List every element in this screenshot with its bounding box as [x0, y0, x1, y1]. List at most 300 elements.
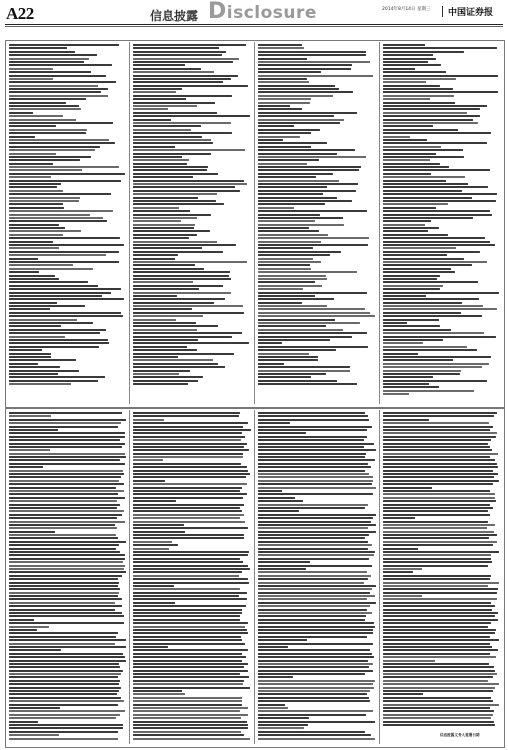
text-line	[258, 490, 282, 492]
text-line	[133, 271, 230, 273]
text-line	[133, 292, 231, 294]
text-line	[383, 159, 430, 161]
text-line	[383, 649, 498, 651]
text-line	[133, 422, 248, 424]
text-line	[9, 380, 98, 382]
text-line	[258, 383, 357, 385]
text-line	[9, 305, 85, 307]
text-line	[9, 190, 63, 192]
text-line	[9, 268, 93, 270]
text-line	[383, 342, 423, 344]
text-line	[9, 366, 60, 368]
text-line	[258, 666, 369, 668]
text-line	[383, 190, 462, 192]
text-line	[133, 656, 246, 658]
text-line	[258, 370, 350, 372]
text-line	[383, 71, 446, 73]
text-line	[9, 632, 118, 634]
text-line	[383, 47, 497, 49]
text-line	[258, 459, 375, 461]
text-line	[9, 439, 120, 441]
text-line	[133, 592, 247, 594]
text-line	[258, 58, 307, 60]
text-line	[383, 353, 418, 355]
text-line	[9, 629, 37, 631]
text-line	[9, 419, 126, 421]
text-line	[383, 676, 493, 678]
text-line	[9, 88, 108, 90]
text-line	[258, 91, 353, 93]
text-line	[133, 524, 184, 526]
text-line	[258, 727, 304, 729]
text-line	[383, 186, 488, 188]
text-line	[9, 626, 49, 628]
text-line	[258, 156, 366, 158]
text-line	[9, 146, 100, 148]
text-line	[383, 443, 488, 445]
text-line	[133, 75, 238, 77]
text-line	[133, 44, 246, 46]
text-line	[383, 541, 497, 543]
text-line	[258, 71, 321, 73]
text-line	[383, 463, 497, 465]
text-line	[383, 166, 449, 168]
text-line	[9, 731, 118, 733]
text-line	[383, 470, 493, 472]
text-line	[133, 666, 244, 668]
text-line	[383, 514, 490, 516]
text-line	[9, 443, 125, 445]
text-line	[133, 159, 189, 161]
text-line	[383, 622, 491, 624]
text-line	[383, 561, 492, 563]
text-line	[133, 197, 198, 199]
text-line	[133, 476, 246, 478]
text-line	[133, 690, 182, 692]
text-line	[9, 609, 115, 611]
text-line	[133, 359, 213, 361]
text-line	[133, 453, 243, 455]
text-line	[383, 544, 493, 546]
text-line	[383, 247, 456, 249]
text-line	[258, 426, 372, 428]
text-line	[383, 639, 499, 641]
text-line	[133, 132, 232, 134]
text-line	[258, 738, 375, 740]
text-line	[383, 275, 440, 277]
text-line	[383, 44, 425, 46]
text-line	[133, 370, 190, 372]
text-line	[258, 629, 373, 631]
text-line	[9, 75, 106, 77]
text-line	[383, 91, 498, 93]
text-line	[9, 524, 115, 526]
text-line	[9, 346, 99, 348]
text-line	[383, 268, 451, 270]
text-line	[258, 271, 357, 273]
text-line	[9, 258, 38, 260]
text-line	[9, 639, 126, 641]
text-line	[258, 295, 315, 297]
text-line	[133, 319, 176, 321]
text-line	[133, 166, 208, 168]
text-line	[9, 575, 122, 577]
text-line	[133, 595, 239, 597]
text-line	[258, 214, 320, 216]
text-line	[133, 568, 250, 570]
text-line	[258, 288, 303, 290]
text-line	[258, 561, 310, 563]
text-line	[383, 700, 493, 702]
text-line	[9, 98, 86, 100]
text-line	[9, 61, 84, 63]
text-line	[383, 493, 495, 495]
text-line	[383, 683, 499, 685]
text-line	[133, 473, 250, 475]
text-line	[133, 676, 249, 678]
text-line	[9, 230, 81, 232]
text-line	[133, 527, 248, 529]
text-line	[383, 258, 464, 260]
text-line	[258, 646, 288, 648]
upper-column-divider-2	[254, 42, 255, 404]
text-line	[383, 203, 448, 205]
text-line	[258, 524, 376, 526]
text-line	[383, 264, 472, 266]
text-line	[133, 456, 243, 458]
text-line	[9, 214, 90, 216]
text-line	[133, 339, 198, 341]
text-line	[258, 159, 319, 161]
text-line	[383, 214, 492, 216]
text-line	[383, 312, 461, 314]
text-line	[133, 346, 187, 348]
issue-date: 2014年8月14日 星期三	[382, 7, 431, 12]
text-line	[258, 453, 366, 455]
text-line	[258, 649, 370, 651]
text-line	[133, 146, 175, 148]
text-line	[383, 366, 482, 368]
text-line	[9, 670, 123, 672]
text-line	[383, 163, 440, 165]
text-line	[258, 571, 367, 573]
text-line	[9, 558, 125, 560]
text-line	[133, 156, 182, 158]
text-line	[258, 443, 374, 445]
text-line	[133, 115, 250, 117]
text-line	[9, 541, 126, 543]
text-line	[9, 244, 124, 246]
text-line	[383, 51, 464, 53]
text-line	[133, 298, 225, 300]
text-line	[258, 373, 326, 375]
text-line	[383, 588, 498, 590]
text-line	[9, 643, 115, 645]
text-line	[133, 548, 169, 550]
text-line	[383, 356, 491, 358]
text-line	[383, 670, 495, 672]
text-line	[258, 653, 372, 655]
text-line	[258, 578, 368, 580]
text-line	[258, 602, 376, 604]
lower-column-2	[133, 412, 251, 744]
text-line	[9, 463, 125, 465]
text-line	[133, 582, 249, 584]
text-line	[133, 183, 247, 185]
text-line	[9, 571, 126, 573]
text-line	[258, 632, 373, 634]
text-line	[9, 203, 63, 205]
text-line	[9, 376, 105, 378]
text-line	[9, 497, 125, 499]
upper-column-4	[383, 44, 499, 399]
text-line	[9, 85, 98, 87]
text-line	[258, 98, 311, 100]
text-line	[258, 622, 374, 624]
text-line	[9, 237, 120, 239]
text-line	[258, 142, 327, 144]
text-line	[133, 95, 232, 97]
text-line	[9, 426, 118, 428]
text-line	[9, 325, 61, 327]
text-line	[9, 514, 122, 516]
text-line	[383, 415, 494, 417]
text-line	[258, 356, 318, 358]
text-line	[9, 680, 120, 682]
text-line	[9, 112, 33, 114]
text-line	[258, 432, 306, 434]
text-line	[133, 693, 185, 695]
text-line	[258, 268, 311, 270]
text-line	[133, 186, 235, 188]
text-line	[9, 466, 43, 468]
text-line	[383, 473, 498, 475]
text-line	[258, 105, 290, 107]
text-line	[133, 643, 245, 645]
text-line	[383, 548, 418, 550]
text-line	[383, 422, 489, 424]
text-line	[258, 68, 351, 70]
text-line	[258, 153, 337, 155]
text-line	[9, 636, 116, 638]
text-line	[133, 169, 207, 171]
text-line	[9, 717, 116, 719]
text-line	[133, 153, 211, 155]
text-line	[383, 200, 496, 202]
text-line	[383, 551, 499, 553]
text-line	[9, 734, 59, 736]
text-line	[133, 258, 175, 260]
text-line	[9, 663, 119, 665]
text-line	[9, 153, 56, 155]
text-line	[133, 380, 198, 382]
text-line	[133, 432, 242, 434]
text-line	[133, 673, 240, 675]
text-line	[383, 578, 490, 580]
text-line	[133, 700, 242, 702]
text-line	[9, 183, 61, 185]
text-line	[9, 339, 108, 341]
text-line	[133, 439, 241, 441]
text-line	[9, 412, 122, 414]
text-line	[383, 717, 491, 719]
signature-note: 信息披露义务人签署日期	[440, 733, 480, 737]
text-line	[133, 315, 203, 317]
lower-column-divider-1	[129, 410, 130, 744]
text-line	[9, 544, 119, 546]
text-line	[9, 356, 51, 358]
text-line	[9, 47, 67, 49]
text-line	[9, 156, 91, 158]
text-line	[258, 724, 308, 726]
text-line	[133, 497, 243, 499]
text-line	[9, 619, 34, 621]
text-line	[133, 507, 240, 509]
text-line	[383, 436, 496, 438]
text-line	[9, 200, 79, 202]
text-line	[133, 578, 248, 580]
text-line	[258, 166, 361, 168]
text-line	[383, 605, 495, 607]
text-line	[9, 704, 118, 706]
text-line	[258, 339, 330, 341]
text-line	[383, 288, 440, 290]
text-line	[258, 149, 355, 151]
text-line	[133, 419, 164, 421]
text-line	[133, 210, 190, 212]
upper-column-2	[133, 44, 251, 389]
text-line	[9, 727, 123, 729]
text-line	[9, 261, 119, 263]
text-line	[383, 142, 487, 144]
text-line	[258, 139, 283, 141]
text-line	[383, 646, 492, 648]
text-line	[258, 312, 370, 314]
text-line	[258, 322, 360, 324]
text-line	[258, 197, 337, 199]
text-line	[383, 412, 497, 414]
text-line	[258, 186, 327, 188]
text-line	[383, 592, 497, 594]
text-line	[133, 622, 248, 624]
text-line	[133, 504, 244, 506]
text-line	[9, 81, 116, 83]
text-line	[9, 646, 126, 648]
section-title-en	[208, 0, 317, 24]
text-line	[9, 54, 97, 56]
text-line	[258, 639, 307, 641]
text-line	[9, 531, 55, 533]
text-line	[9, 292, 111, 294]
text-line	[133, 629, 247, 631]
text-line	[383, 439, 491, 441]
text-line	[9, 298, 124, 300]
text-line	[258, 554, 374, 556]
text-line	[9, 537, 118, 539]
text-line	[133, 363, 218, 365]
text-line	[258, 500, 303, 502]
text-line	[383, 115, 480, 117]
text-line	[258, 129, 320, 131]
text-line	[383, 456, 490, 458]
text-line	[9, 551, 120, 553]
text-line	[133, 727, 248, 729]
text-line	[9, 64, 112, 66]
text-line	[9, 129, 87, 131]
text-line	[9, 517, 117, 519]
text-line	[383, 449, 492, 451]
text-line	[258, 656, 374, 658]
text-line	[9, 166, 119, 168]
text-line	[383, 612, 498, 614]
text-line	[383, 619, 498, 621]
text-line	[9, 473, 124, 475]
text-line	[383, 278, 437, 280]
text-line	[133, 173, 218, 175]
text-line	[383, 575, 491, 577]
text-line	[9, 483, 124, 485]
text-line	[9, 295, 102, 297]
text-line	[133, 649, 248, 651]
text-line	[258, 527, 368, 529]
text-line	[258, 136, 300, 138]
text-line	[383, 558, 491, 560]
text-line	[133, 342, 249, 344]
text-line	[133, 237, 189, 239]
text-line	[133, 207, 179, 209]
text-line	[133, 349, 197, 351]
text-line	[133, 483, 247, 485]
text-line	[133, 241, 217, 243]
text-line	[383, 487, 432, 489]
text-line	[133, 687, 250, 689]
text-line	[258, 251, 341, 253]
text-line	[9, 353, 51, 355]
text-line	[258, 241, 321, 243]
text-line	[9, 169, 82, 171]
text-line	[383, 349, 477, 351]
text-line	[258, 568, 306, 570]
text-line	[9, 707, 60, 709]
text-line	[258, 497, 295, 499]
text-line	[383, 446, 490, 448]
text-line	[258, 366, 350, 368]
text-line	[383, 534, 497, 536]
text-line	[383, 176, 465, 178]
text-line	[258, 676, 293, 678]
text-line	[383, 183, 468, 185]
text-line	[383, 54, 433, 56]
text-line	[258, 422, 290, 424]
text-line	[133, 302, 214, 304]
text-line	[383, 146, 441, 148]
text-line	[133, 551, 249, 553]
text-line	[133, 200, 216, 202]
text-line	[258, 237, 369, 239]
text-line	[9, 653, 123, 655]
text-line	[383, 308, 497, 310]
text-line	[9, 315, 123, 317]
text-line	[258, 697, 369, 699]
text-line	[383, 217, 473, 219]
text-line	[9, 58, 89, 60]
text-line	[133, 575, 239, 577]
text-line	[383, 139, 427, 141]
text-line	[383, 156, 464, 158]
text-line	[383, 180, 446, 182]
text-line	[258, 595, 375, 597]
text-line	[133, 81, 223, 83]
